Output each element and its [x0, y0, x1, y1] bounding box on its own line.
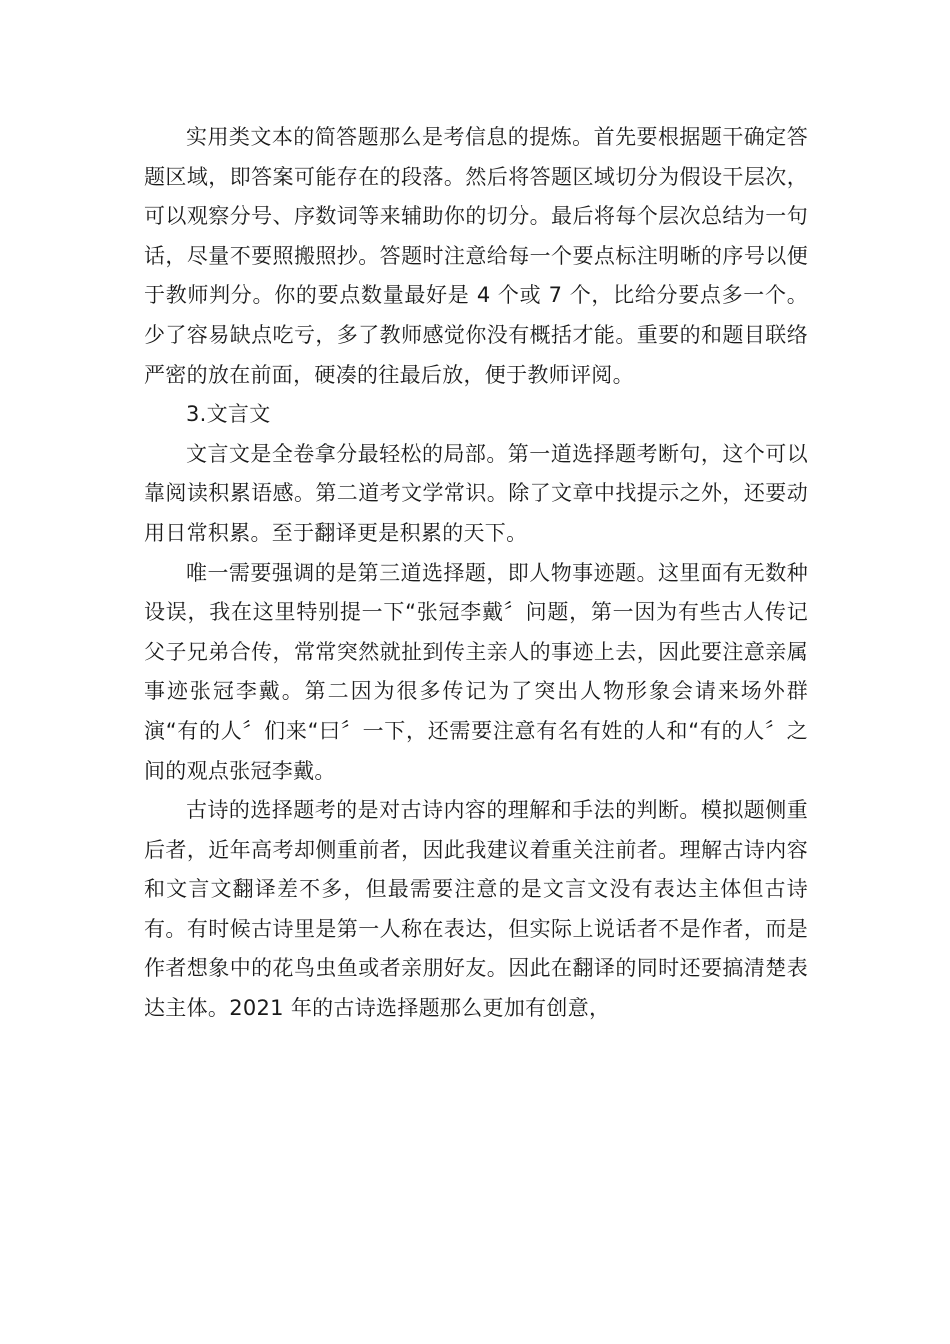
paragraph-classical-chinese-intro: 文言文是全卷拿分最轻松的局部。第一道选择题考断句，这个可以靠阅读积累语感。第二道考文学常识。除了文章中找提示之外，还要动用日常积累。至于翻译更是积累的天下。: [144, 441, 808, 545]
paragraph-character-deeds: 唯一需要强调的是第三道选择题，即人物事迹题。这里面有无数种设误，我在这里特别提一下“张冠李戴〞问题，第一因为有些古人传记父子兄弟合传，常常突然就扯到传主亲人的事迹上去，因此要注意亲属事迹张冠李戴。第二因为很多传记为了突出人物形象会请来场外群演“有的人〞们来“曰〞一下，还需要注意有名有姓的人和“有的人〞之间的观点张冠李戴。: [144, 560, 808, 783]
document-body: [144, 118, 808, 1029]
paragraph-ancient-poetry: 古诗的选择题考的是对古诗内容的理解和手法的判断。模拟题侧重后者，近年高考却侧重前者，因此我建议着重关注前者。理解古诗内容和文言文翻译差不多，但最需要注意的是文言文没有表达主体但古诗有。有时候古诗里是第一人称在表达，但实际上说话者不是作者，而是作者想象中的花鸟虫鱼或者亲朋好友。因此在翻译的同时还要搞清楚表达主体。2021 年的古诗选择题那么更加有创意，: [144, 798, 808, 1021]
section-heading-classical-chinese: 3.文言文: [186, 402, 271, 427]
paragraph-practical-text: 实用类文本的简答题那么是考信息的提炼。首先要根据题干确定答题区域，即答案可能存在的段落。然后将答题区域切分为假设干层次，可以观察分号、序数词等来辅助你的切分。最后将每个层次总结为一句话，尽量不要照搬照抄。答题时注意给每一个要点标注明晰的序号以便于教师判分。你的要点数量最好是 4 个或 7 个，比给分要点多一个。少了容易缺点吃亏，多了教师感觉你没有概括才能。重要的和题目联络严密的放在前面，硬凑的往最后放，便于教师评阅。: [144, 125, 808, 387]
